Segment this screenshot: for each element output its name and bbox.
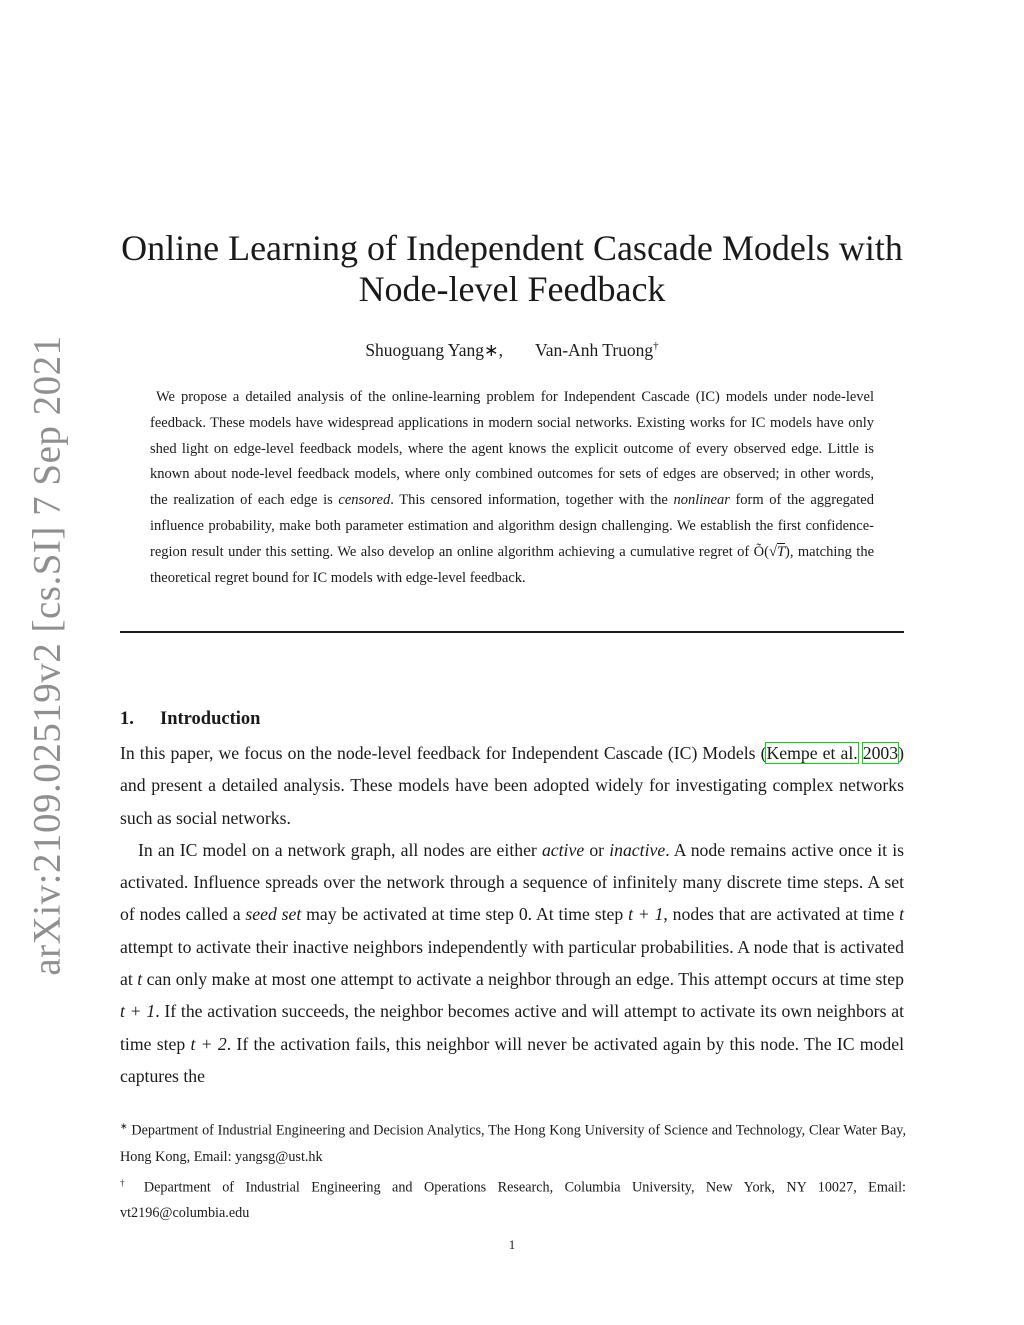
abstract-divider — [120, 631, 904, 633]
author-name: Shuoguang Yang — [365, 339, 484, 360]
footnote — [120, 1113, 906, 1170]
abstract-text: We propose a detailed analysis of the online-learning problem for Independent Cascade (IC) models under node-level feedback. These models have widespread applications in modern social networks. Existing works for IC models have only shed light on edge-level feedback models, where the agent knows the explicit outcome of every observed edge. Little is known about node-level feedback models, where only combined outcomes for sets of edges are observed; in other words, the realization of each edge is — [150, 389, 874, 509]
intro-paragraph: In this paper, we focus on the node-level feedback for Independent Cascade (IC) Models (Kempe et al. 2003) and present a detailed analysis. These models have been adopted widely for investigating complex networks such as social networks. — [120, 743, 904, 828]
abstract-text: , matching the theoretical regret bound for IC models with edge-level feedback. — [150, 543, 875, 586]
arxiv-id-stamp — [17, 334, 77, 976]
abstract-text: . This censored information, together with the — [390, 492, 674, 509]
section-heading — [120, 707, 260, 731]
abstract-emphasis: nonlinear — [673, 492, 730, 509]
footnotes — [120, 1113, 906, 1226]
abstract-text: form of the aggregated influence probability, make both parameter estimation and algorithm design challenging. We establish the first confidence-region result under this setting. We also develop an online algorithm achieving a cumulative regret of — [150, 492, 874, 560]
footnote — [120, 1170, 906, 1227]
intro-paragraph: In an IC model on a network graph, all nodes are either active or inactive. A node remains active once it is activated. Influence spreads over the network through a sequence of infinitely many discrete time steps. A set of nodes called a seed set may be activated at time step 0. At time step t + 1, nodes that are activated at time t attempt to activate their inactive neighbors independently with particular probabilities. A node that is activated at t can only make at most one attempt to activate a neighbor through an edge. This attempt occurs at time step t + 1. If the activation succeeds, the neighbor becomes active and will attempt to activate its own neighbors at time step t + 2. If the activation fails, this neighbor will never be activated again by this node. The IC model captures the — [120, 839, 905, 1086]
abstract-emphasis: censored — [338, 492, 391, 509]
footnote-mark: † — [120, 1177, 133, 1188]
affiliation-mark: † — [653, 340, 659, 352]
author-separator: , — [498, 339, 504, 360]
section-number: 1. — [120, 709, 134, 729]
regret-bound-math: Õ(√T) — [753, 543, 790, 560]
author-line — [100, 335, 924, 361]
arxiv-id-text: arXiv:2109.02519v2 [cs.SI] 7 Sep 2021 — [25, 334, 69, 976]
footnote-mark: ∗ — [120, 1121, 128, 1131]
citation-link-authors[interactable]: Kempe et al. — [766, 743, 858, 763]
page-number: 1 — [508, 1237, 516, 1252]
intro-body — [120, 737, 904, 1092]
footnote-text: Department of Industrial Engineering and Decision Analytics, The Hong Kong University of Science and Technology, Clear Water Bay, Hong Kong, Email: yangsg@ust.hk — [120, 1122, 906, 1165]
section-title: Introduction — [160, 709, 261, 729]
author-name: Van-Anh Truong — [535, 339, 654, 360]
footnote-text: Department of Industrial Engineering and Operations Research, Columbia University, New York, NY 10027, Email: vt2196@columbia.edu — [120, 1179, 906, 1222]
citation-link-year[interactable]: 2003 — [862, 743, 899, 763]
abstract — [150, 385, 874, 591]
paper-title: Online Learning of Independent Cascade Models with Node-level Feedback — [121, 228, 903, 309]
affiliation-mark: ∗ — [483, 339, 499, 360]
